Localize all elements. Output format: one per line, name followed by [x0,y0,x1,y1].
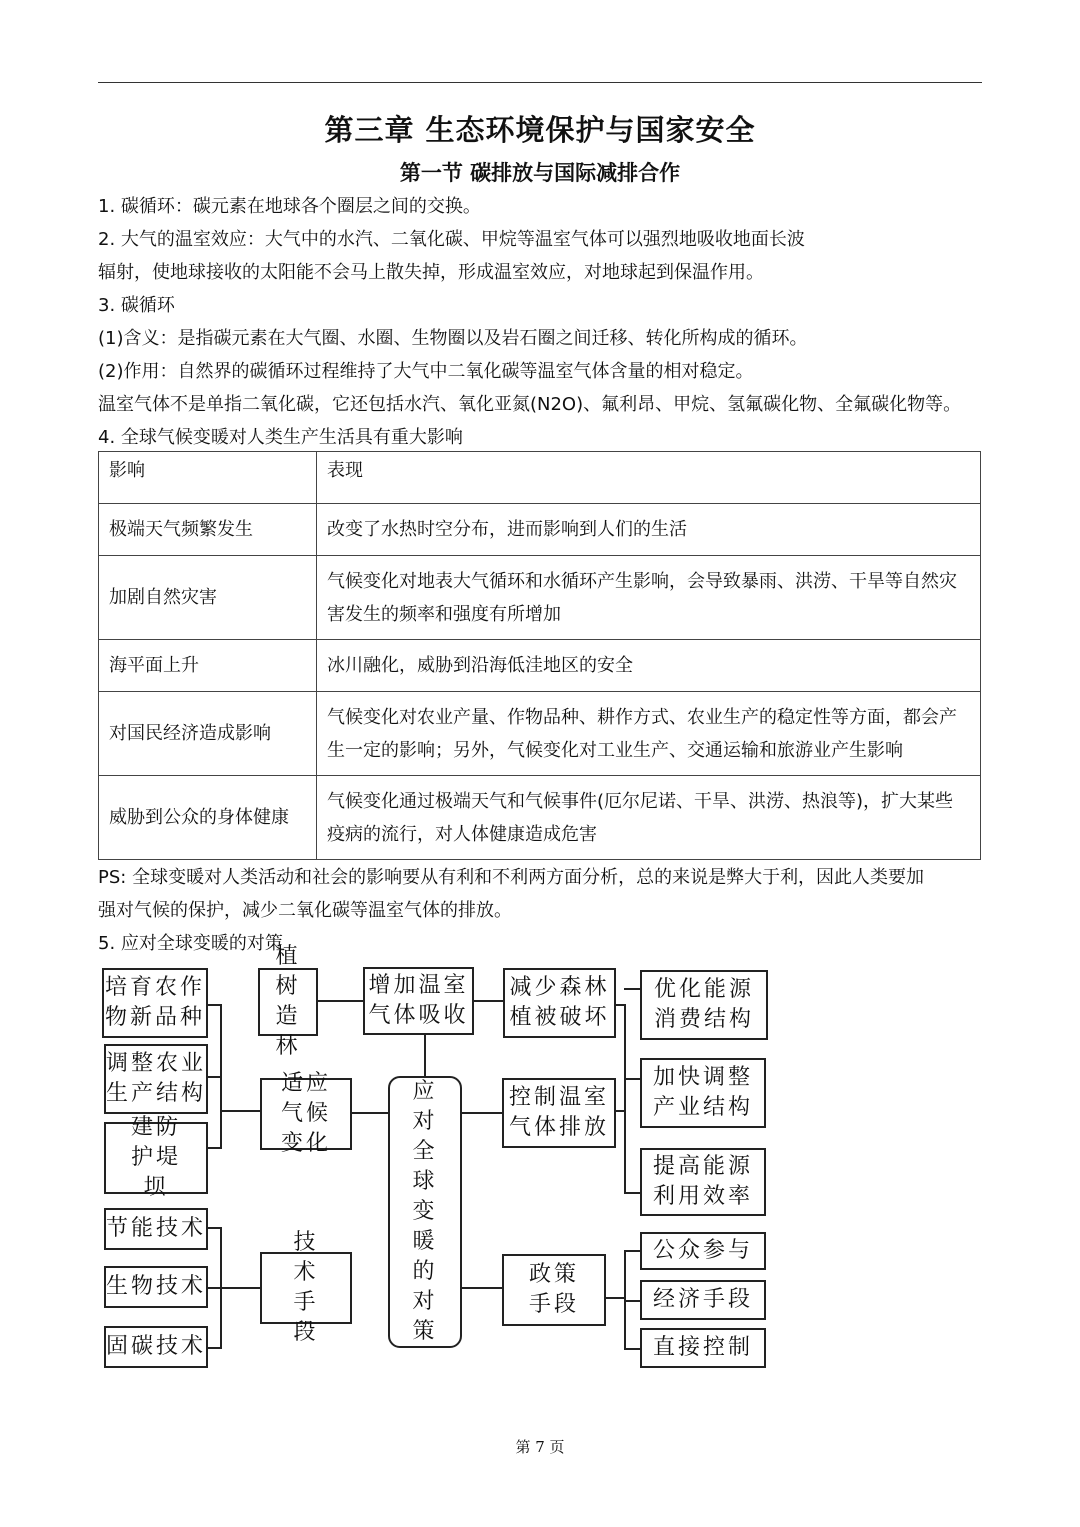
connector-line [624,1250,640,1252]
section-title: 第一节 碳排放与国际减排合作 [399,161,681,185]
connector-line [462,1112,502,1114]
connector-line [624,1300,640,1302]
box-economic-means: 经济手段 [640,1280,766,1320]
connector-line [474,1000,503,1002]
table-row [99,640,981,692]
box-control-emissions: 控制温室气体排放 [502,1078,616,1148]
page-number: 第 7 页 [515,1438,565,1456]
table-cell-effect: 气候变化对地表大气循环和水循环产生影响，会导致暴雨、洪涝、干旱等自然灾害发生的频率和强度有所增加 [317,556,981,640]
top-rule [98,82,982,83]
paragraph-meaning: (1)含义：是指碳元素在大气圈、水圈、生物圈以及岩石圈之间迁移、转化所构成的循环。 [98,328,808,349]
ps-note-line-2: 强对气候的保护，减少二氧化碳等温室气体的排放。 [98,900,512,921]
connector-line [220,1110,260,1112]
table-cell-effect: 冰川融化，威胁到沿海低洼地区的安全 [317,640,981,692]
table-header-row [99,452,981,504]
table-row [99,556,981,640]
box-public-participation: 公众参与 [640,1232,766,1270]
box-energy-saving-tech: 节能技术 [104,1208,208,1250]
box-carbon-fixation-tech: 固碳技术 [104,1326,208,1368]
table-cell-impact: 对国民经济造成影响 [99,692,317,776]
box-direct-control: 直接控制 [640,1328,766,1368]
box-bio-tech: 生物技术 [104,1266,208,1308]
connector-line [616,1110,626,1112]
connector-line [424,1035,426,1076]
countermeasure-diagram [100,944,780,1374]
box-reduce-deforestation: 减少森林植被破坏 [503,968,616,1038]
paragraph-greenhouse-2: 辐射，使地球接收的太阳能不会马上散失掉，形成温室效应，对地球起到保温作用。 [98,262,764,283]
table-cell-effect: 气候变化通过极端天气和气候事件(厄尔尼诺、干旱、洪涝、热浪等)，扩大某些疫病的流行，对人体健康造成危害 [317,776,981,860]
box-increase-absorption: 增加温室气体吸收 [363,967,474,1035]
box-center-countermeasures: 应对全球变暖的对策 [388,1076,462,1348]
table-cell-impact: 海平面上升 [99,640,317,692]
connector-line [624,1004,626,1194]
chapter-title: 第三章 生态环境保护与国家安全 [324,113,756,147]
table-cell-effect: 气候变化对农业产量、作物品种、耕作方式、农业生产的稳定性等方面，都会产生一定的影响；另外，气候变化对工业生产、交通运输和旅游业产生影响 [317,692,981,776]
connector-line [624,1078,640,1080]
box-afforestation: 植树造林 [258,968,318,1036]
connector-line [220,1287,260,1289]
paragraph-heading-3: 3. 碳循环 [98,295,175,316]
connector-line [624,1348,640,1350]
ps-note-line-1: PS: 全球变暖对人类活动和社会的影响要从有利和不利两方面分析，总的来说是弊大于利，因此人类要加 [98,867,925,888]
paragraph-greenhouse-1: 2. 大气的温室效应：大气中的水汽、二氧化碳、甲烷等温室气体可以强烈地吸收地面长波 [98,229,805,250]
paragraph-function: (2)作用：自然界的碳循环过程维持了大气中二氧化碳等温室气体含量的相对稳定。 [98,361,754,382]
box-adapt-climate: 适应气候变化 [260,1078,352,1150]
table-row [99,504,981,556]
connector-line [352,1112,388,1114]
section-5-heading: 5. 应对全球变暖的对策 [98,933,283,954]
table-cell-impact: 加剧自然灾害 [99,556,317,640]
connector-line [220,1004,222,1149]
table-cell-impact: 威胁到公众的身体健康 [99,776,317,860]
connector-line [624,1192,640,1194]
box-energy-efficiency: 提高能源利用效率 [640,1148,766,1216]
box-policy-means: 政策手段 [502,1254,606,1326]
box-agri-structure: 调整农业生产结构 [104,1044,208,1114]
box-energy-structure: 优化能源消费结构 [640,970,768,1040]
connector-line [624,988,640,990]
connector-line [462,1287,502,1289]
box-tech-means: 技术手段 [260,1252,352,1324]
table-cell-impact: 极端天气频繁发生 [99,504,317,556]
table-row [99,776,981,860]
paragraph-carbon-cycle: 1. 碳循环：碳元素在地球各个圈层之间的交换。 [98,196,481,217]
box-industry-structure: 加快调整产业结构 [640,1058,766,1128]
table-cell-effect: 改变了水热时空分布，进而影响到人们的生活 [317,504,981,556]
table-header-cell: 影响 [99,452,317,504]
box-dikes: 建防护堤坝 [104,1122,208,1194]
connector-line [318,1000,363,1002]
box-crop-varieties: 培育农作物新品种 [102,968,208,1038]
table-row [99,692,981,776]
table-header-cell: 表现 [317,452,981,504]
impact-table [98,451,981,860]
connector-line [606,1297,626,1299]
paragraph-gases: 温室气体不是单指二氧化碳，它还包括水汽、氧化亚氮(N2O)、氟利昂、甲烷、氢氟碳化物、全氟碳化物等。 [98,394,962,415]
paragraph-heading-4: 4. 全球气候变暖对人类生产生活具有重大影响 [98,427,463,448]
